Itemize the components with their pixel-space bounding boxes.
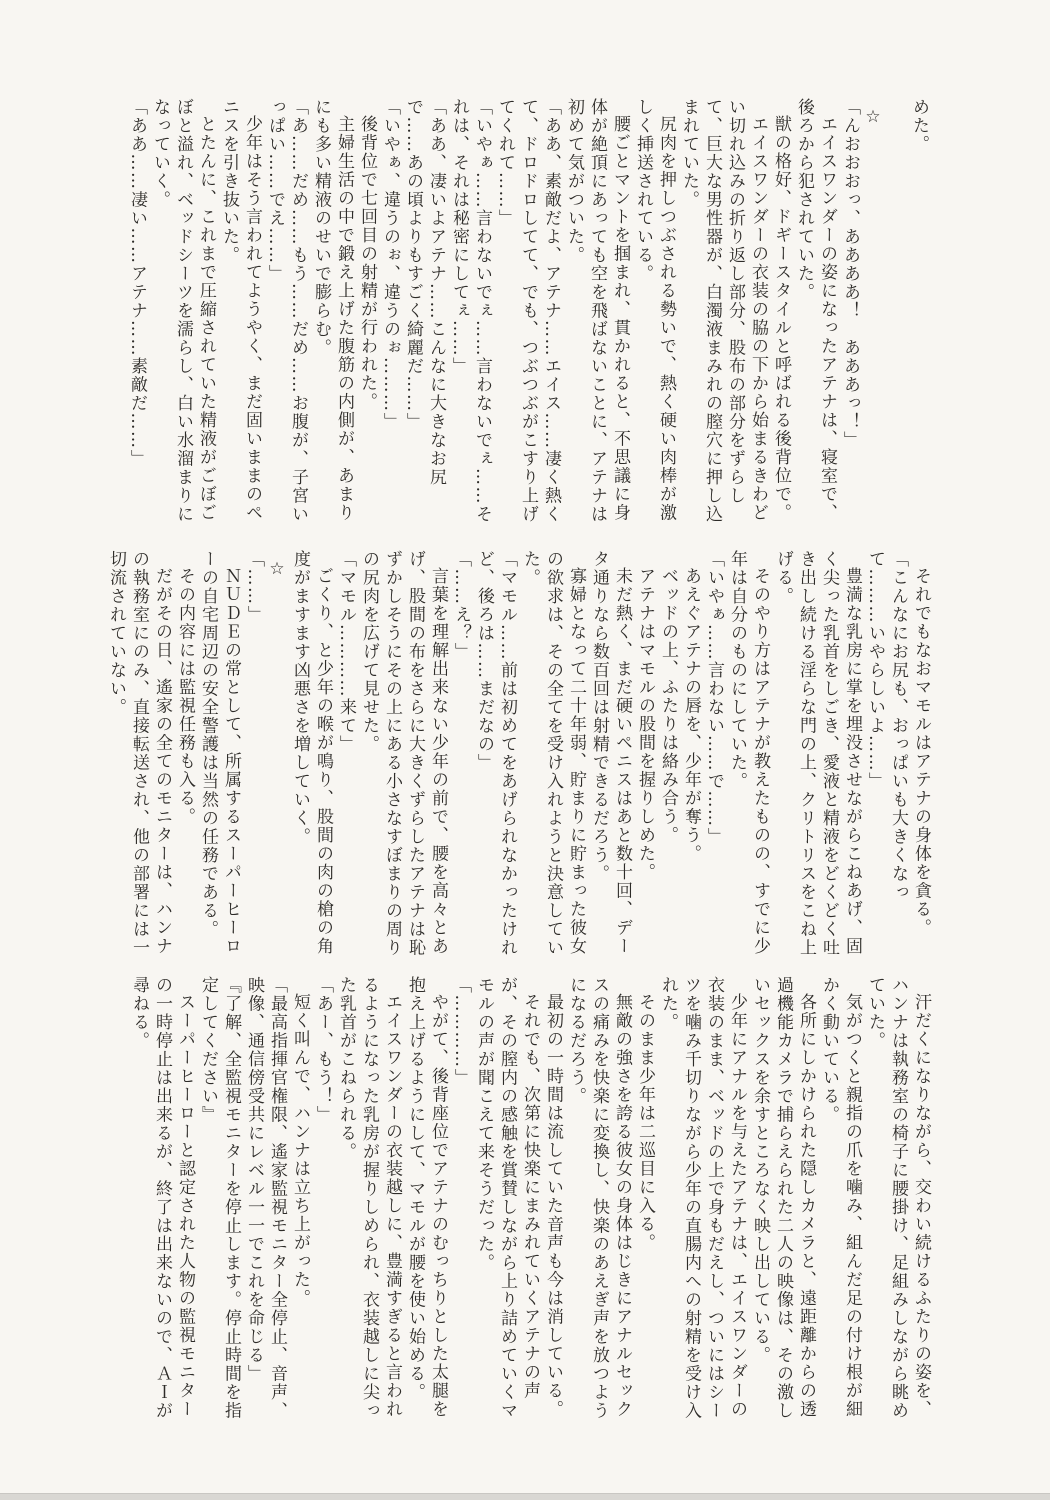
narration-paragraph: エイスワンダーの衣装越しに、豊満すぎると言われるようになった乳房が握りしめられ、衣装越しに尖った乳首がこねられる。 xyxy=(336,976,402,1420)
narration-paragraph: 汗だくになりながら、交わい続けるふたりの姿を、ハンナは執務室の椅子に腰掛け、足組みしながら眺めていた。 xyxy=(865,976,931,1420)
dialogue-paragraph: 「いやぁ、違うのぉ、違うのぉ………」 xyxy=(380,98,400,431)
blank-column xyxy=(884,98,907,528)
dialogue-paragraph: 「…………」 xyxy=(451,976,471,1087)
narration-paragraph: その内容には監視任務も入る。 xyxy=(175,567,195,826)
narration-paragraph: 少年にアナルを与えたアテナは、エイスワンダーの衣装のまま、ベッドの上で身もだえし、ついにはシーツを噛み千切りながら少年の直腸内への射精を受け入れた。 xyxy=(658,976,747,1420)
narration-paragraph: それでもなおマモルはアテナの身体を貪る。 xyxy=(911,567,931,937)
dialogue-paragraph: 「んおおおっ、ああああ！ あああっ！」 xyxy=(840,98,860,450)
text-block-middle xyxy=(104,550,932,964)
dialogue-paragraph: 「マモル……前は初めてをあげられなかったけれど、後ろは……まだなの」 xyxy=(474,550,517,957)
narration-paragraph: ＮＵＤＥの常として、所属するスーパーヒーローの自宅周辺の安全警護は当然の任務である。 xyxy=(198,550,241,956)
narration-paragraph: 尻肉を押しつぶされる勢いで、熱く硬い肉棒が激しく挿送されている。 xyxy=(633,98,676,522)
dialogue-paragraph: 「……」 xyxy=(244,550,264,624)
narration-paragraph: 獣の格好、ドギースタイルと呼ばれる後背位で。 xyxy=(771,115,791,522)
narration-paragraph: ごくり、と少年の喉が鳴り、股間の肉の槍の角度がますます凶悪さを増していく。 xyxy=(290,550,333,956)
narration-paragraph: 気がつくと親指の爪を噛み、組んだ足の付け根が細かく動いている。 xyxy=(819,976,862,1419)
narration-paragraph: 言葉を理解出来ない少年の前で、腰を高々とあげ、股間の布をさらに大きくずらしたアテナは恥ずかしそうにその上にある小さなすぼまりの周りの尻肉を広げて見せた。 xyxy=(359,550,448,957)
dialogue-paragraph: 「いやぁ……言わないでぇ……言わないでぇ……それは、それは秘密にしてぇ……」 xyxy=(449,98,492,524)
narration-paragraph: とたんに、これまで圧縮されていた精液がごぼごぼと溢れ、ベッドシーツを濡らし、白い水溜まりになっていく。 xyxy=(150,98,216,524)
narration-paragraph: エイスワンダーの衣装の脇の下から始まるきわどい切れ込みの折り返し部分、股布の部分をずらして、巨大な男性器が、白濁液まみれの膣穴に押し込まれていた。 xyxy=(679,98,768,524)
narration-paragraph: 豊満な乳房に掌を埋没させながらこねあげ、固く尖った乳首をしごき、愛液と精液をどくどく吐き出し続ける淫らな門の上、クリトリスをこね上げる。 xyxy=(773,550,862,957)
text-block-bottom xyxy=(127,976,932,1428)
narration-paragraph: そのやり方はアテナが教えたものの、すでに少年は自分のものにしていた。 xyxy=(727,550,770,956)
dialogue-paragraph: 「ああ、凄いよアテナ……こんなに大きなお尻で……あの頃よりもすごく綺麗だ……」 xyxy=(403,98,446,487)
dialogue-paragraph: 「最高指揮官権限、遙家監視モニター全停止、音声、映像、通信傍受共にレベル一一でこれを命じる」 xyxy=(244,976,287,1420)
narration-paragraph: だがその日、遙家の全てのモニターは、ハンナの執務室にのみ、直接転送され、他の部署には一切流されていない。 xyxy=(106,550,172,957)
section-separator-star: ☆ xyxy=(267,559,287,581)
narration-paragraph: それでも、次第に快楽にまみれていくアテナの声が、その膣内の感触を賞賛しながら上り詰めていくマモルの声が聞こえて来そうだった。 xyxy=(474,976,540,1420)
dialogue-paragraph: 『了解、全監視モニターを停止します。停止時間を指定してください』 xyxy=(198,976,241,1420)
narration-paragraph: 未だ熱く、まだ硬いペニスはあと数十回、データ通りなら数百回は射精できるだろう。 xyxy=(589,550,632,956)
page-bottom-edge xyxy=(0,1493,1050,1500)
narration-paragraph: めた。 xyxy=(909,98,929,154)
text-block-top xyxy=(125,98,930,528)
narration-paragraph: そのまま少年は二巡目に入る。 xyxy=(635,993,655,1252)
section-separator-star: ☆ xyxy=(863,107,883,129)
dialogue-paragraph: 「マモル…………来て」 xyxy=(336,550,356,754)
dialogue-paragraph: 「……え？」 xyxy=(451,550,471,661)
narration-paragraph: 腰ごとマントを掴まれ、貫かれると、不思議に身体が絶頂にあっても空を飛ばないことに、アテナは初めて気がついた。 xyxy=(564,98,630,524)
narration-paragraph: 短く叫んで、ハンナは立ち上がった。 xyxy=(290,993,310,1308)
narration-paragraph: 寡婦となって二十年弱、貯まりに貯まった彼女の欲求は、その全てを受け入れようと決意していた。 xyxy=(520,550,586,957)
dialogue-paragraph: 「ああ……凄い……アテナ……素敵だ……」 xyxy=(127,98,147,468)
narration-paragraph: 主婦生活の中で鍛え上げた腹筋の内側が、あまりにも多い精液のせいで膨らむ。 xyxy=(311,98,354,522)
narration-paragraph: やがて、後背座位でアテナのむっちりとした太腿を抱え上げるようにして、マモルが腰を使い始める。 xyxy=(405,976,448,1419)
narration-paragraph: アテナはマモルの股間を握りしめた。 xyxy=(635,567,655,882)
dialogue-paragraph: 「いやぁ……言わない……で……」 xyxy=(704,550,724,846)
dialogue-paragraph: 「ああ、素敵だよ、アテナ……エイス……凄く熱くて、ドロドロしてて、でも、つぶつぶがこすり上げてくれて……」 xyxy=(495,98,561,524)
narration-paragraph: ベッドの上、ふたりは絡み合う。 xyxy=(658,567,678,845)
narration-paragraph: 各所にしかけられた隠しカメラと、遠距離からの透過機能カメラで捕らえられた二人の映像は、その激しいセックスを余すところなく映し出している。 xyxy=(750,976,816,1420)
narration-paragraph: 少年はそう言われてようやく、まだ固いままのペニスを引き抜いた。 xyxy=(219,98,262,522)
dialogue-paragraph: 「あ……だめ……もう……だめ……お腹が、子宮いっぱい……でえ……」 xyxy=(265,98,308,524)
narration-paragraph: あえぐアテナの唇を、少年が奪う。 xyxy=(681,567,701,863)
dialogue-paragraph: 「こんなにお尻も、おっぱいも大きくなって………いやらしいよ……」 xyxy=(865,550,908,902)
dialogue-paragraph: 「あー、もう！」 xyxy=(313,976,333,1124)
narration-paragraph: エイスワンダーの姿になったアテナは、寝室で、後ろから犯されていた。 xyxy=(794,98,837,522)
narration-paragraph: 後背位で七回目の射精が行われた。 xyxy=(357,115,377,411)
narration-paragraph: 無敵の強さを誇る彼女の身体はじきにアナルセックスの痛みを快楽に変換し、快楽のあえぎ声を放つようになるだろう。 xyxy=(566,976,632,1420)
narration-paragraph: 最初の一時間は流していた音声も今は消している。 xyxy=(543,993,563,1419)
narration-paragraph: スーパーヒーローと認定された人物の監視モニターの一時停止は出来るが、終了は出来ないので、ＡＩが尋ねる。 xyxy=(129,976,195,1420)
